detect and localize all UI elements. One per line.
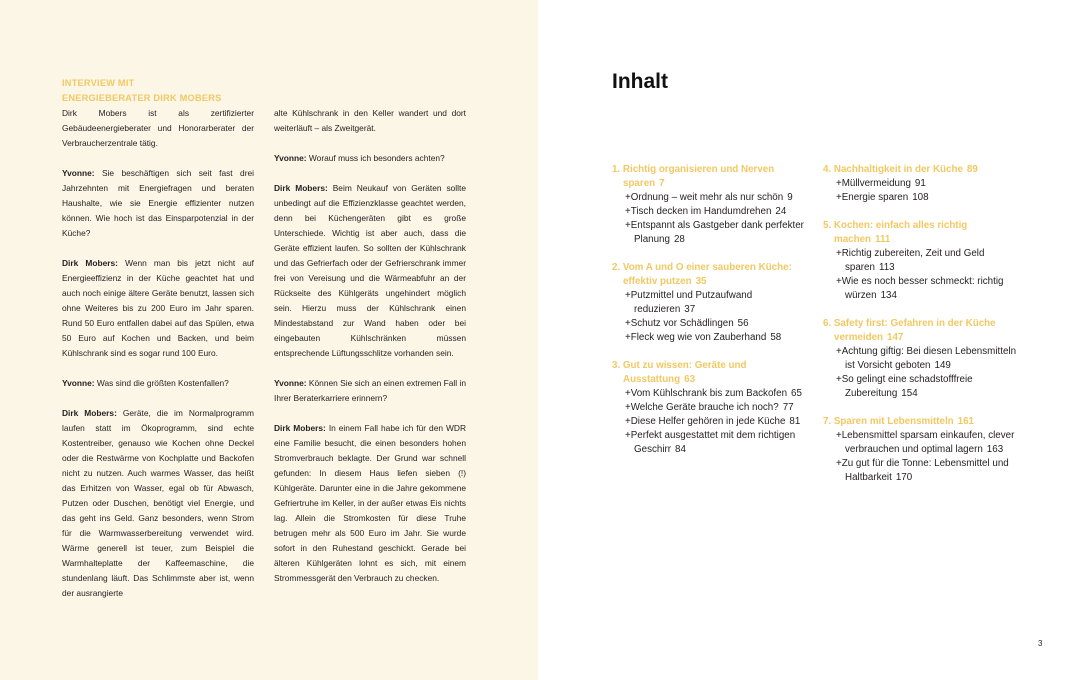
toc-entry-text: Diese Helfer gehören in jede Küche bbox=[630, 416, 786, 427]
toc-chapter-title bbox=[612, 359, 812, 387]
toc-entry-text: Schutz vor Schädlingen bbox=[630, 318, 734, 329]
plus-bullet-icon: + bbox=[836, 458, 842, 469]
plus-bullet-icon: + bbox=[625, 318, 631, 329]
toc-chapter bbox=[823, 219, 1023, 303]
chapter-page-number: 147 bbox=[887, 332, 904, 343]
toc-entry-page-number: 28 bbox=[673, 234, 685, 245]
plus-bullet-icon: + bbox=[625, 388, 631, 399]
toc-column-1 bbox=[612, 163, 812, 471]
speaker-label: Yvonne: bbox=[274, 378, 307, 388]
toc-entry-text: Richtig zubereiten, Zeit und Geld sparen bbox=[841, 248, 985, 273]
interview-paragraph bbox=[62, 376, 254, 391]
toc-entry bbox=[823, 457, 1023, 485]
interview-heading-line2: ENERGIEBERATER DIRK MOBERS bbox=[62, 92, 222, 103]
toc-entry bbox=[612, 317, 812, 331]
interview-heading-line1: INTERVIEW MIT bbox=[62, 78, 135, 88]
page-number: 3 bbox=[1038, 639, 1043, 648]
paragraph-text: alte Kühlschrank in den Keller wandert und dort weiterläuft – als Zweitgerät. bbox=[274, 108, 466, 133]
toc-entry bbox=[823, 191, 1023, 205]
toc-entry-text: Fleck weg wie von Zauberhand bbox=[630, 332, 767, 343]
toc-entry-text: Achtung giftig: Bei diesen Lebensmitteln ist Vorsicht geboten bbox=[841, 346, 1017, 371]
interview-paragraph bbox=[274, 151, 466, 166]
speaker-label: Dirk Mobers: bbox=[62, 258, 118, 268]
toc-chapter-title bbox=[823, 415, 1023, 429]
paragraph-text: Sie beschäftigen sich seit fast drei Jahrzehnten mit Energiefragen und beraten Haushalte, wie sie Energie effizienter nutzen können. Wie hoch ist das Einsparpotenzial in der Küche? bbox=[62, 168, 254, 238]
chapter-page-number: 35 bbox=[695, 276, 707, 287]
toc-entry bbox=[612, 331, 812, 345]
toc-chapter-title bbox=[823, 219, 1023, 247]
toc-entry-text: Ordnung – weit mehr als nur schön bbox=[630, 192, 784, 203]
toc-entry-page-number: 154 bbox=[901, 388, 918, 399]
toc-entry-text: Entspannt als Gastgeber dank perfekter Planung bbox=[630, 220, 804, 245]
chapter-title-text: 5. Kochen: einfach alles richtig machen bbox=[823, 220, 968, 245]
toc-entry-text: Müllvermeidung bbox=[841, 178, 911, 189]
toc-entry-page-number: 81 bbox=[789, 416, 801, 427]
toc-chapter-title bbox=[823, 317, 1023, 345]
toc-entry bbox=[612, 401, 812, 415]
interview-paragraph bbox=[274, 421, 466, 586]
chapter-page-number: 7 bbox=[659, 178, 665, 189]
toc-entry-page-number: 84 bbox=[675, 444, 686, 455]
speaker-label: Yvonne: bbox=[62, 378, 95, 388]
speaker-label: Dirk Mobers: bbox=[274, 423, 326, 433]
toc-entry-page-number: 58 bbox=[770, 332, 782, 343]
toc-entry bbox=[823, 373, 1023, 401]
toc-entry-text: Energie sparen bbox=[841, 192, 909, 203]
toc-entry bbox=[612, 415, 812, 429]
interview-heading bbox=[62, 76, 262, 105]
interview-paragraph bbox=[274, 181, 466, 361]
toc-entry-text: Welche Geräte brauche ich noch? bbox=[630, 402, 779, 413]
toc-entry bbox=[823, 429, 1023, 457]
toc-entry-page-number: 56 bbox=[737, 318, 749, 329]
toc-entry bbox=[823, 247, 1023, 275]
plus-bullet-icon: + bbox=[836, 248, 842, 259]
paragraph-text: Was sind die größten Kostenfallen? bbox=[94, 378, 229, 388]
toc-entry-text: Lebensmittel sparsam einkaufen, clever verbrauchen und optimal lagern bbox=[841, 430, 1015, 455]
speaker-label: Yvonne: bbox=[274, 153, 307, 163]
plus-bullet-icon: + bbox=[836, 374, 842, 385]
interview-paragraph bbox=[62, 106, 254, 151]
toc-entry-page-number: 9 bbox=[787, 192, 793, 203]
plus-bullet-icon: + bbox=[625, 430, 631, 441]
chapter-title-text: 4. Nachhaltigkeit in der Küche bbox=[823, 164, 963, 175]
toc-entry bbox=[612, 205, 812, 219]
plus-bullet-icon: + bbox=[836, 346, 842, 357]
interview-paragraph bbox=[62, 256, 254, 361]
plus-bullet-icon: + bbox=[625, 290, 631, 301]
toc-entry-page-number: 24 bbox=[775, 206, 787, 217]
chapter-title-text: 6. Safety first: Gefahren in der Küche vermeiden bbox=[823, 318, 996, 343]
plus-bullet-icon: + bbox=[836, 178, 842, 189]
toc-entry-text: Putzmittel und Putzaufwand reduzieren bbox=[630, 290, 753, 315]
toc-entry bbox=[612, 429, 812, 457]
toc-entry bbox=[612, 289, 812, 317]
plus-bullet-icon: + bbox=[625, 220, 631, 231]
plus-bullet-icon: + bbox=[625, 332, 631, 343]
plus-bullet-icon: + bbox=[836, 276, 842, 287]
toc-title: Inhalt bbox=[612, 70, 668, 93]
interview-paragraph bbox=[274, 106, 466, 136]
plus-bullet-icon: + bbox=[625, 206, 631, 217]
chapter-page-number: 161 bbox=[957, 416, 975, 427]
paragraph-text: Worauf muss ich besonders achten? bbox=[306, 153, 445, 163]
chapter-title-text: 2. Vom A und O einer sauberen Küche: effektiv putzen bbox=[612, 262, 792, 287]
toc-chapter-title bbox=[612, 163, 812, 191]
interview-column-1 bbox=[62, 106, 254, 616]
toc-entry bbox=[823, 345, 1023, 373]
speaker-label: Dirk Mobers: bbox=[274, 183, 328, 193]
toc-entry-text: Zu gut für die Tonne: Lebensmittel und Haltbarkeit bbox=[841, 458, 1009, 483]
interview-paragraph bbox=[274, 376, 466, 406]
toc-entry-page-number: 37 bbox=[684, 304, 696, 315]
toc-entry-page-number: 170 bbox=[895, 472, 913, 483]
toc-entry-text: Vom Kühlschrank bis zum Backofen bbox=[630, 388, 788, 399]
chapter-title-text: 3. Gut zu wissen: Geräte und Ausstattung bbox=[612, 360, 747, 385]
toc-entry-page-number: 91 bbox=[914, 178, 926, 189]
left-page bbox=[0, 0, 538, 680]
toc-entry-page-number: 149 bbox=[934, 360, 951, 371]
toc-entry bbox=[612, 191, 812, 205]
toc-entry-page-number: 65 bbox=[791, 388, 802, 399]
toc-entry-text: Perfekt ausgestattet mit dem richtigen Geschirr bbox=[630, 430, 796, 455]
plus-bullet-icon: + bbox=[625, 192, 631, 203]
paragraph-text: Geräte, die im Normalprogramm laufen statt im Ökoprogramm, sind echte Kostentreiber, genauso wie Kochen ohne Deckel oder die Restwärme von Kochplatte und Backofen nicht zu nutzen. Auch warmes Wasser, das heißt das Erhitzen von Wasser, egal ob für Abwasch, Putzen oder Duschen, benötigt viel Energie, und das geht ins Geld. Ganz besonders, wenn Strom für die Warmwasserbereitung verwendet wird. Wärme generell ist teuer, zum Beispiel die Warmhalteplatte der Kaffeemaschine, die stundenlang läuft. Das Schlimmste aber ist, wenn der ausrangierte bbox=[62, 408, 254, 598]
toc-entry-page-number: 163 bbox=[986, 444, 1004, 455]
toc-entry bbox=[823, 275, 1023, 303]
toc-chapter bbox=[823, 163, 1023, 205]
plus-bullet-icon: + bbox=[625, 416, 631, 427]
toc-entry-page-number: 134 bbox=[880, 290, 897, 301]
toc-chapter-title bbox=[612, 261, 812, 289]
paragraph-text: Dirk Mobers ist als zertifizierter Gebäudeenergieberater und Honorarberater der Verbraucherzentrale tätig. bbox=[62, 108, 254, 148]
toc-chapter bbox=[612, 359, 812, 457]
toc-entry-page-number: 108 bbox=[912, 192, 929, 203]
chapter-page-number: 89 bbox=[966, 164, 978, 175]
toc-entry-text: Tisch decken im Handumdrehen bbox=[630, 206, 772, 217]
paragraph-text: Wenn man bis jetzt nicht auf Energieeffizienz in der Küche geachtet hat und auch noch einige ältere Geräte benutzt, lassen sich ohne Weiteres bis zu 200 Euro im Jahr sparen. Rund 50 Euro entfallen dabei auf das Spülen, etwa 50 Euro auf Kochen und Backen, und beim Kühlschrank sind es sogar rund 100 Euro. bbox=[62, 258, 254, 358]
interview-paragraph bbox=[62, 406, 254, 601]
toc-entry bbox=[823, 177, 1023, 191]
toc-chapter bbox=[612, 163, 812, 247]
plus-bullet-icon: + bbox=[625, 402, 631, 413]
toc-column-2 bbox=[823, 163, 1023, 499]
paragraph-text: Können Sie sich an einen extremen Fall in Ihrer Beraterkarriere erinnern? bbox=[274, 378, 466, 403]
toc-entry bbox=[612, 387, 812, 401]
toc-entry-page-number: 77 bbox=[782, 402, 794, 413]
chapter-title-text: 7. Sparen mit Lebensmitteln bbox=[823, 416, 954, 427]
toc-chapter bbox=[823, 317, 1023, 401]
toc-chapter-title bbox=[823, 163, 1023, 177]
toc-entry-text: So gelingt eine schadstofffreie Zubereitung bbox=[841, 374, 973, 399]
paragraph-text: Beim Neukauf von Geräten sollte unbedingt auf die Effizienzklasse geachtet werden, denn bei Küchengeräten gibt es große Unterschiede. Wichtig ist aber auch, dass die Geräte effizient laufen. So sollten der Kühlschrank und das Gefrierfach oder der Gefrierschrank immer frei von Vereisung und die Wärmeabfuhr an der Rückseite des Kühlgeräts ungehindert möglich sein. Hierzu muss der Kühlschrank einen Mindestabstand zur Wand haben oder bei eingebauten Kühlschränken müssen entsprechende Lüftungsschlitze vorhanden sein. bbox=[274, 183, 466, 358]
chapter-title-text: 1. Richtig organisieren und Nerven sparen bbox=[612, 164, 775, 189]
toc-chapter bbox=[823, 415, 1023, 485]
interview-paragraph bbox=[62, 166, 254, 241]
paragraph-text: In einem Fall habe ich für den WDR eine Familie besucht, die einen besonders hohen Stromverbrauch beklagte. Der Grund war schnell gefunden: In diesem Haus liefen sieben (!) Kühlgeräte. Darunter eine in die Jahre gekommene Gefriertruhe im Keller, in der außer etwas Eis nichts lag. Allein die Stromkosten für diese Truhe betrugen mehr als 500 Euro im Jahr. Sie wurde sofort in den Ruhestand geschickt. Gerade bei älteren Kühlgeräten lohnt es sich, mit einem Strommessgerät den Verbrauch zu checken. bbox=[274, 423, 466, 583]
chapter-page-number: 111 bbox=[875, 234, 891, 245]
plus-bullet-icon: + bbox=[836, 430, 842, 441]
toc-entry-text: Wie es noch besser schmeckt: richtig würzen bbox=[841, 276, 1004, 301]
plus-bullet-icon: + bbox=[836, 192, 842, 203]
speaker-label: Yvonne: bbox=[62, 168, 95, 178]
chapter-page-number: 63 bbox=[684, 374, 696, 385]
toc-chapter bbox=[612, 261, 812, 345]
toc-entry bbox=[612, 219, 812, 247]
speaker-label: Dirk Mobers: bbox=[62, 408, 117, 418]
interview-column-2 bbox=[274, 106, 466, 601]
toc-entry-page-number: 113 bbox=[878, 262, 895, 273]
